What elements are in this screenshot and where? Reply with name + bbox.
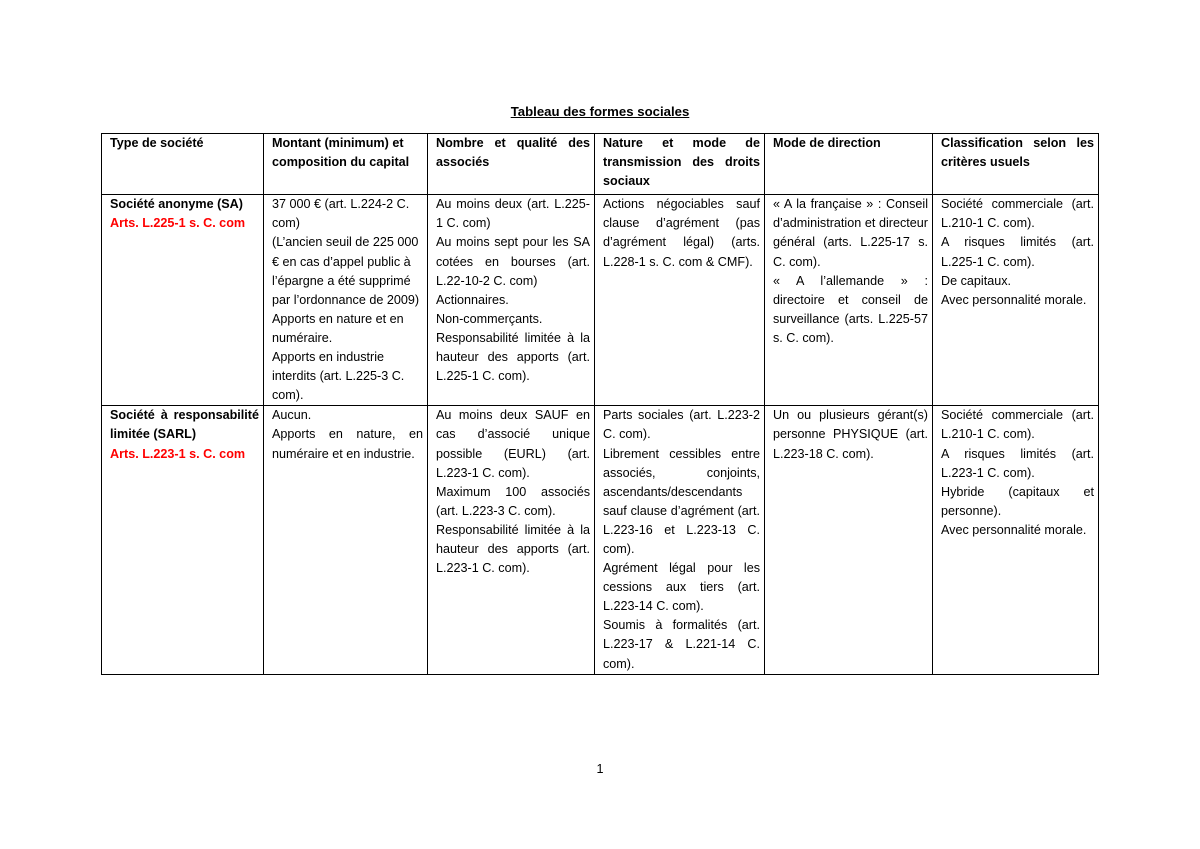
classification-line: A risques limités (art. L.225-1 C. com). [941,235,1094,269]
direction-line: « A l’allemande » : directoire et conseil de surveillance (arts. L.225-57 s. C. com). [773,273,928,345]
classification-line: Société commerciale (art. L.210-1 C. com). [941,197,1094,231]
associes-line: Actionnaires. [436,292,509,307]
cell-associes [428,406,595,674]
cell-type [102,195,264,406]
header-classification: Classification selon les critères usuels [933,134,1099,195]
cell-capital [264,195,428,406]
cell-classification [933,195,1099,406]
company-type-name: Société à responsabilité limitée (SARL) [110,408,259,442]
page-number: 1 [596,762,604,776]
document-title: Tableau des formes sociales [510,104,690,119]
classification-line: Avec personnalité morale. [941,292,1087,307]
table-row-sa [102,195,1099,406]
cell-transmission [595,195,765,406]
direction-line: Un ou plusieurs gérant(s) personne PHYSIQUE (art. L.223-18 C. com). [773,408,928,461]
classification-line: Hybride (capitaux et personne). [941,484,1094,518]
table-row-sarl [102,406,1099,674]
capital-line: Apports en industrie interdits (art. L.225-3 C. com). [272,350,405,403]
associes-line: Responsabilité limitée à la hauteur des apports (art. L.223-1 C. com). [436,522,590,576]
classification-line: A risques limités (art. L.223-1 C. com). [941,446,1094,480]
classification-line: Avec personnalité morale. [941,522,1087,537]
company-type-name: Société anonyme (SA) [110,197,243,212]
header-transmission: Nature et mode de transmission des droits sociaux [595,134,765,195]
transmission-line: Parts sociales (art. L.223-2 C. com). [603,408,760,442]
header-capital: Montant (minimum) et composition du capital [264,134,428,195]
transmission-line: Librement cessibles entre associés, conjoints, ascendants/descendants sauf clause d’agrément (art. L.223-16 et L.223-13 C. com). [603,446,760,556]
header-type: Type de société [102,134,264,195]
associes-line: Au moins sept pour les SA cotées en bourses (art. L.22-10-2 C. com) [436,235,590,288]
company-type-reference: Arts. L.225-1 s. C. com [110,216,246,231]
cell-type [102,406,264,674]
classification-line: Société commerciale (art. L.210-1 C. com). [941,408,1094,442]
cell-associes [428,195,595,406]
associes-line: Non-commerçants. [436,311,543,326]
header-associes: Nombre et qualité des associés [428,134,595,195]
associes-line: Responsabilité limitée à la hauteur des apports (art. L.225-1 C. com). [436,330,590,384]
associes-line: Au moins deux (art. L.225-1 C. com) [436,197,590,231]
legal-forms-table [101,133,1099,675]
transmission-line: Soumis à formalités (art. L.223-17 & L.221-14 C. com). [603,618,760,671]
associes-line: Au moins deux SAUF en cas d’associé unique possible (EURL) (art. L.223-1 C. com). [436,408,590,480]
table-header-row [102,134,1099,195]
transmission-line: Actions négociables sauf clause d’agrément (pas d’agrément légal) (arts. L.228-1 s. C. com & CMF). [603,197,760,269]
direction-line: « A la française » : Conseil d’administration et directeur général (arts. L.225-17 s. C. com). [773,197,928,269]
classification-line: De capitaux. [941,273,1012,288]
capital-line: Apports en nature et en numéraire. [272,311,404,345]
capital-line: (L’ancien seuil de 225 000 € en cas d’appel public à l’épargne a été supprimé par l’ordonnance de 2009) [272,235,420,307]
cell-capital [264,406,428,674]
cell-classification [933,406,1099,674]
cell-direction [765,195,933,406]
cell-transmission [595,406,765,674]
transmission-line: Agrément légal pour les cessions aux tiers (art. L.223-14 C. com). [603,561,760,614]
associes-line: Maximum 100 associés (art. L.223-3 C. com). [436,484,590,518]
header-direction: Mode de direction [765,134,933,195]
capital-line: Aucun. [272,408,312,423]
capital-line: Apports en nature, en numéraire et en industrie. [272,427,423,461]
capital-line: 37 000 € (art. L.224-2 C. com) [272,197,410,231]
cell-direction [765,406,933,674]
company-type-reference: Arts. L.223-1 s. C. com [110,446,246,461]
